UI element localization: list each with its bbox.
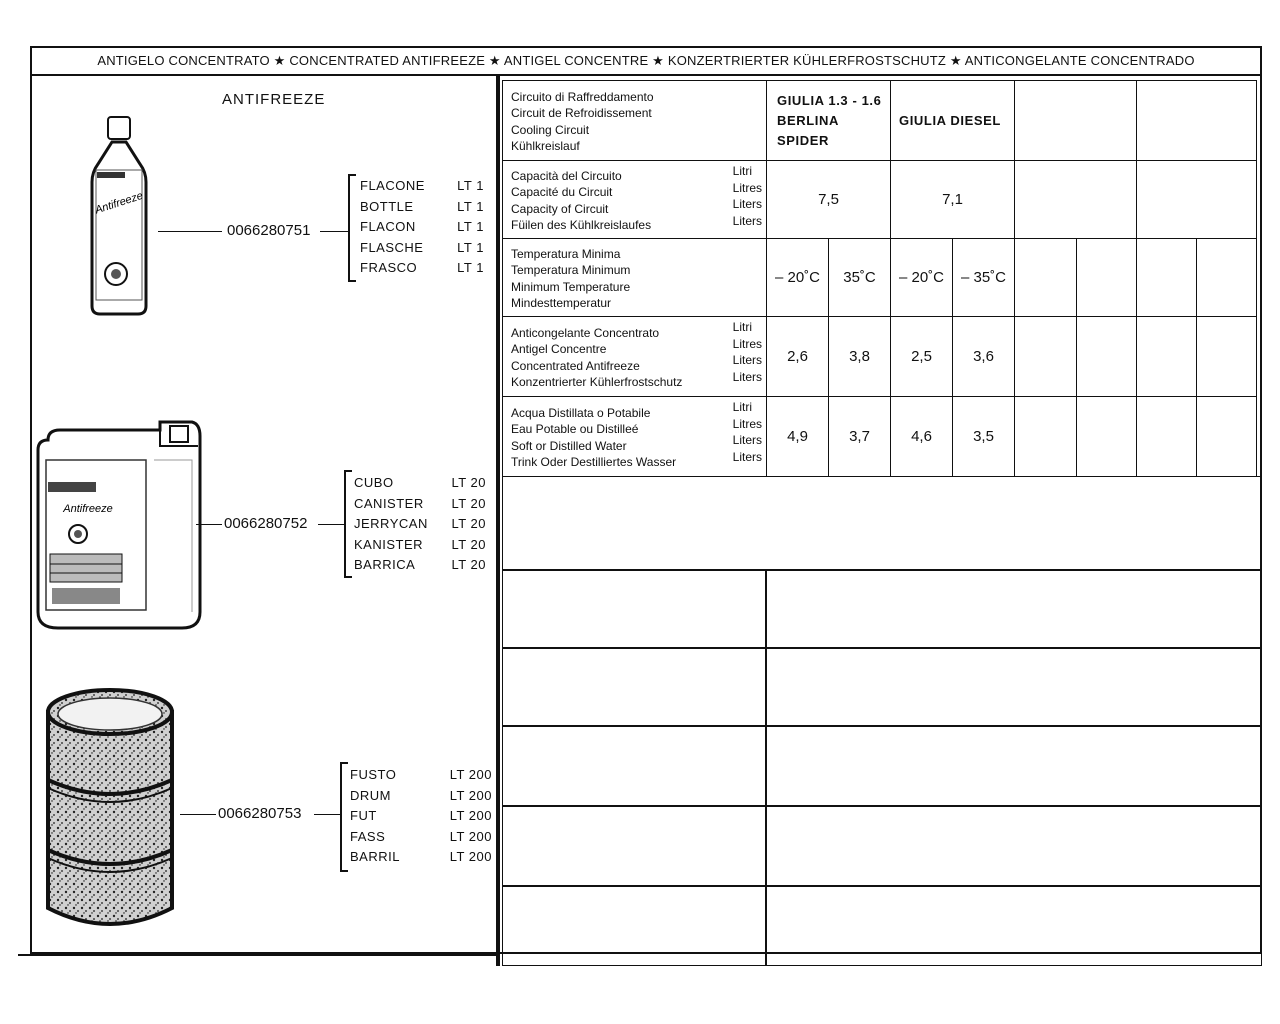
- leader-line: [314, 814, 340, 815]
- value-cell: 2,5: [891, 317, 953, 397]
- drum-image: [40, 682, 180, 938]
- leader-line: [320, 231, 348, 232]
- blank-cell: [502, 806, 766, 886]
- antifreeze-label-cell: [503, 317, 767, 397]
- value-cell: 7,1: [891, 161, 1015, 239]
- row-label: Acqua Distillata o Potabile: [511, 405, 651, 420]
- package-names: [350, 765, 442, 868]
- part-number: 0066280752: [224, 515, 308, 532]
- package-qty: LT 1: [457, 219, 484, 234]
- bracket: [340, 762, 348, 872]
- package-name: CUBO: [354, 475, 394, 490]
- package-qty: LT 20: [451, 475, 486, 490]
- package-qty: LT 1: [457, 239, 484, 255]
- package-qty: LT 200: [449, 828, 492, 844]
- value-cell: 35˚C: [829, 239, 891, 317]
- header-label-cell: [503, 81, 767, 161]
- empty-cell: [1137, 239, 1197, 317]
- package-quantities: [436, 765, 492, 868]
- package-qty: LT 200: [449, 808, 492, 823]
- row-label: Concentrated Antifreeze: [511, 358, 640, 373]
- package-names: [360, 176, 440, 279]
- row-label: Füilen des Kühlkreislaufes: [511, 218, 652, 232]
- package-name: BOTTLE: [360, 198, 414, 214]
- empty-cell: [1077, 397, 1137, 477]
- package-name: FRASCO: [360, 260, 418, 275]
- blank-cell: [766, 726, 1262, 806]
- unit-label: Litri: [732, 400, 752, 414]
- unit-column: [733, 399, 762, 465]
- page-banner: ANTIGELO CONCENTRATO ★ CONCENTRATED ANTIFREEZE ★ ANTIGEL CONCENTRE ★ KONZERTRIERTER KÜHLERFROSTSCHUTZ ★ ANTICONGELANTE CONCENTRADO: [30, 46, 1262, 76]
- blank-cell: [766, 886, 1262, 966]
- value-cell: 3,6: [953, 317, 1015, 397]
- bottle-image: [84, 114, 156, 320]
- package-qty: LT 1: [457, 198, 484, 214]
- empty-cell: [1077, 239, 1137, 317]
- unit-label: Liters: [732, 213, 762, 228]
- package-name: KANISTER: [354, 536, 424, 552]
- section-divider: [496, 76, 500, 966]
- unit-label: Liters: [732, 369, 762, 384]
- model-line: SPIDER: [777, 132, 830, 148]
- bottle-label-text: Antifreeze: [93, 189, 145, 217]
- row-label: Minimum Temperature: [511, 279, 631, 294]
- empty-cell: [1015, 397, 1077, 477]
- row-label: Temperatura Minimum: [511, 263, 631, 277]
- value-cell: 4,9: [767, 397, 829, 477]
- package-qty: LT 200: [449, 787, 492, 803]
- water-row: [503, 397, 1257, 477]
- unit-label: Liters: [732, 197, 762, 211]
- temperature-row: [503, 239, 1257, 317]
- unit-label: Liters: [732, 433, 762, 447]
- package-name: CANISTER: [354, 495, 424, 511]
- unit-label: Litri: [732, 164, 752, 178]
- row-label: Anticongelante Concentrato: [511, 325, 660, 340]
- part-number: 0066280751: [227, 222, 311, 239]
- blank-cell: [502, 726, 766, 806]
- blank-cell: [502, 570, 766, 648]
- empty-cell: [1137, 161, 1257, 239]
- unit-column: [733, 163, 762, 229]
- value-cell: 3,8: [829, 317, 891, 397]
- row-label: Konzentrierter Kühlerfrostschutz: [511, 375, 683, 389]
- water-label-cell: [503, 397, 767, 477]
- blank-cell: [502, 476, 1262, 570]
- row-label: Cooling Circuit: [511, 122, 590, 137]
- bracket: [344, 470, 352, 578]
- row-label: Kühlkreislauf: [511, 139, 580, 153]
- unit-label: Litres: [732, 416, 762, 431]
- leader-line: [180, 814, 216, 815]
- model-line: GIULIA 1.3 - 1.6: [777, 92, 882, 108]
- package-name: BARRIL: [350, 849, 400, 864]
- row-label: Capacità del Circuito: [511, 168, 622, 183]
- package-qty: LT 20: [451, 557, 486, 572]
- row-label: Circuito di Raffreddamento: [511, 89, 654, 104]
- package-qty: LT 200: [449, 849, 492, 864]
- temperature-label-cell: [503, 239, 767, 317]
- empty-cell: [1015, 317, 1077, 397]
- package-qty: LT 20: [451, 495, 486, 511]
- value-cell: 2,6: [767, 317, 829, 397]
- package-qty: LT 200: [449, 767, 492, 782]
- bottom-rule: [18, 954, 500, 956]
- empty-cell: [1015, 81, 1137, 161]
- value-cell: 7,5: [767, 161, 891, 239]
- canister-image: [32, 416, 208, 636]
- blank-cell: [766, 806, 1262, 886]
- package-name: FLACON: [360, 219, 416, 234]
- value-cell: – 20˚C: [891, 239, 953, 317]
- package-name: FUT: [350, 808, 377, 823]
- unit-column: [733, 319, 762, 385]
- package-name: FLACONE: [360, 178, 425, 193]
- row-label: Soft or Distilled Water: [511, 438, 627, 453]
- unit-label: Litres: [732, 180, 762, 195]
- empty-cell: [1015, 161, 1137, 239]
- empty-cell: [1197, 397, 1257, 477]
- row-label: Eau Potable ou Distilleé: [511, 422, 639, 436]
- package-name: FUSTO: [350, 767, 397, 782]
- blank-cell: [502, 648, 766, 726]
- unit-label: Litri: [732, 320, 752, 334]
- package-qty: LT 20: [451, 516, 486, 531]
- package-name: FASS: [350, 828, 386, 844]
- unit-label: Litres: [732, 336, 762, 351]
- blank-cell: [766, 648, 1262, 726]
- row-label: Capacité du Circuit: [511, 185, 613, 199]
- empty-cell: [1137, 81, 1257, 161]
- row-label: Circuit de Refroidissement: [511, 106, 652, 120]
- empty-cell: [1137, 397, 1197, 477]
- bracket: [348, 174, 356, 282]
- part-number: 0066280753: [218, 805, 302, 822]
- empty-cell: [1015, 239, 1077, 317]
- model-header-diesel: GIULIA DIESEL: [891, 81, 1015, 161]
- package-qty: LT 1: [457, 178, 484, 193]
- unit-label: Liters: [732, 353, 762, 367]
- value-cell: 4,6: [891, 397, 953, 477]
- spec-table: [502, 80, 1257, 477]
- model-line: BERLINA: [777, 112, 839, 128]
- row-label: Antigel Concentre: [511, 342, 607, 356]
- package-name: FLASCHE: [360, 239, 424, 255]
- leader-line: [158, 231, 222, 232]
- blank-cell: [766, 570, 1262, 648]
- antifreeze-row: [503, 317, 1257, 397]
- empty-cell: [1197, 317, 1257, 397]
- package-qty: LT 1: [457, 260, 484, 275]
- value-cell: – 20˚C: [767, 239, 829, 317]
- capacity-label-cell: [503, 161, 767, 239]
- empty-cell: [1077, 317, 1137, 397]
- unit-label: Liters: [732, 449, 762, 464]
- package-name: DRUM: [350, 787, 391, 803]
- row-label: Trink Oder Destilliertes Wasser: [511, 455, 677, 469]
- header-row: [503, 81, 1257, 161]
- leader-line: [318, 524, 344, 525]
- leader-line: [196, 524, 222, 525]
- package-qty: LT 20: [451, 536, 486, 552]
- value-cell: 3,7: [829, 397, 891, 477]
- capacity-row: [503, 161, 1257, 239]
- empty-cell: [1197, 239, 1257, 317]
- model-header-giulia: [767, 81, 891, 161]
- blank-cell: [502, 886, 766, 966]
- section-title: ANTIFREEZE: [222, 91, 326, 108]
- row-label: Capacity of Circuit: [511, 201, 609, 216]
- package-quantities: [440, 473, 486, 576]
- row-label: Temperatura Minima: [511, 246, 621, 261]
- canister-label-text: Antifreeze: [63, 503, 113, 515]
- value-cell: 3,5: [953, 397, 1015, 477]
- package-names: [354, 473, 446, 576]
- package-name: BARRICA: [354, 557, 416, 572]
- empty-cell: [1137, 317, 1197, 397]
- package-name: JERRYCAN: [354, 516, 428, 531]
- package-quantities: [440, 176, 484, 279]
- row-label: Mindesttemperatur: [511, 296, 612, 310]
- value-cell: – 35˚C: [953, 239, 1015, 317]
